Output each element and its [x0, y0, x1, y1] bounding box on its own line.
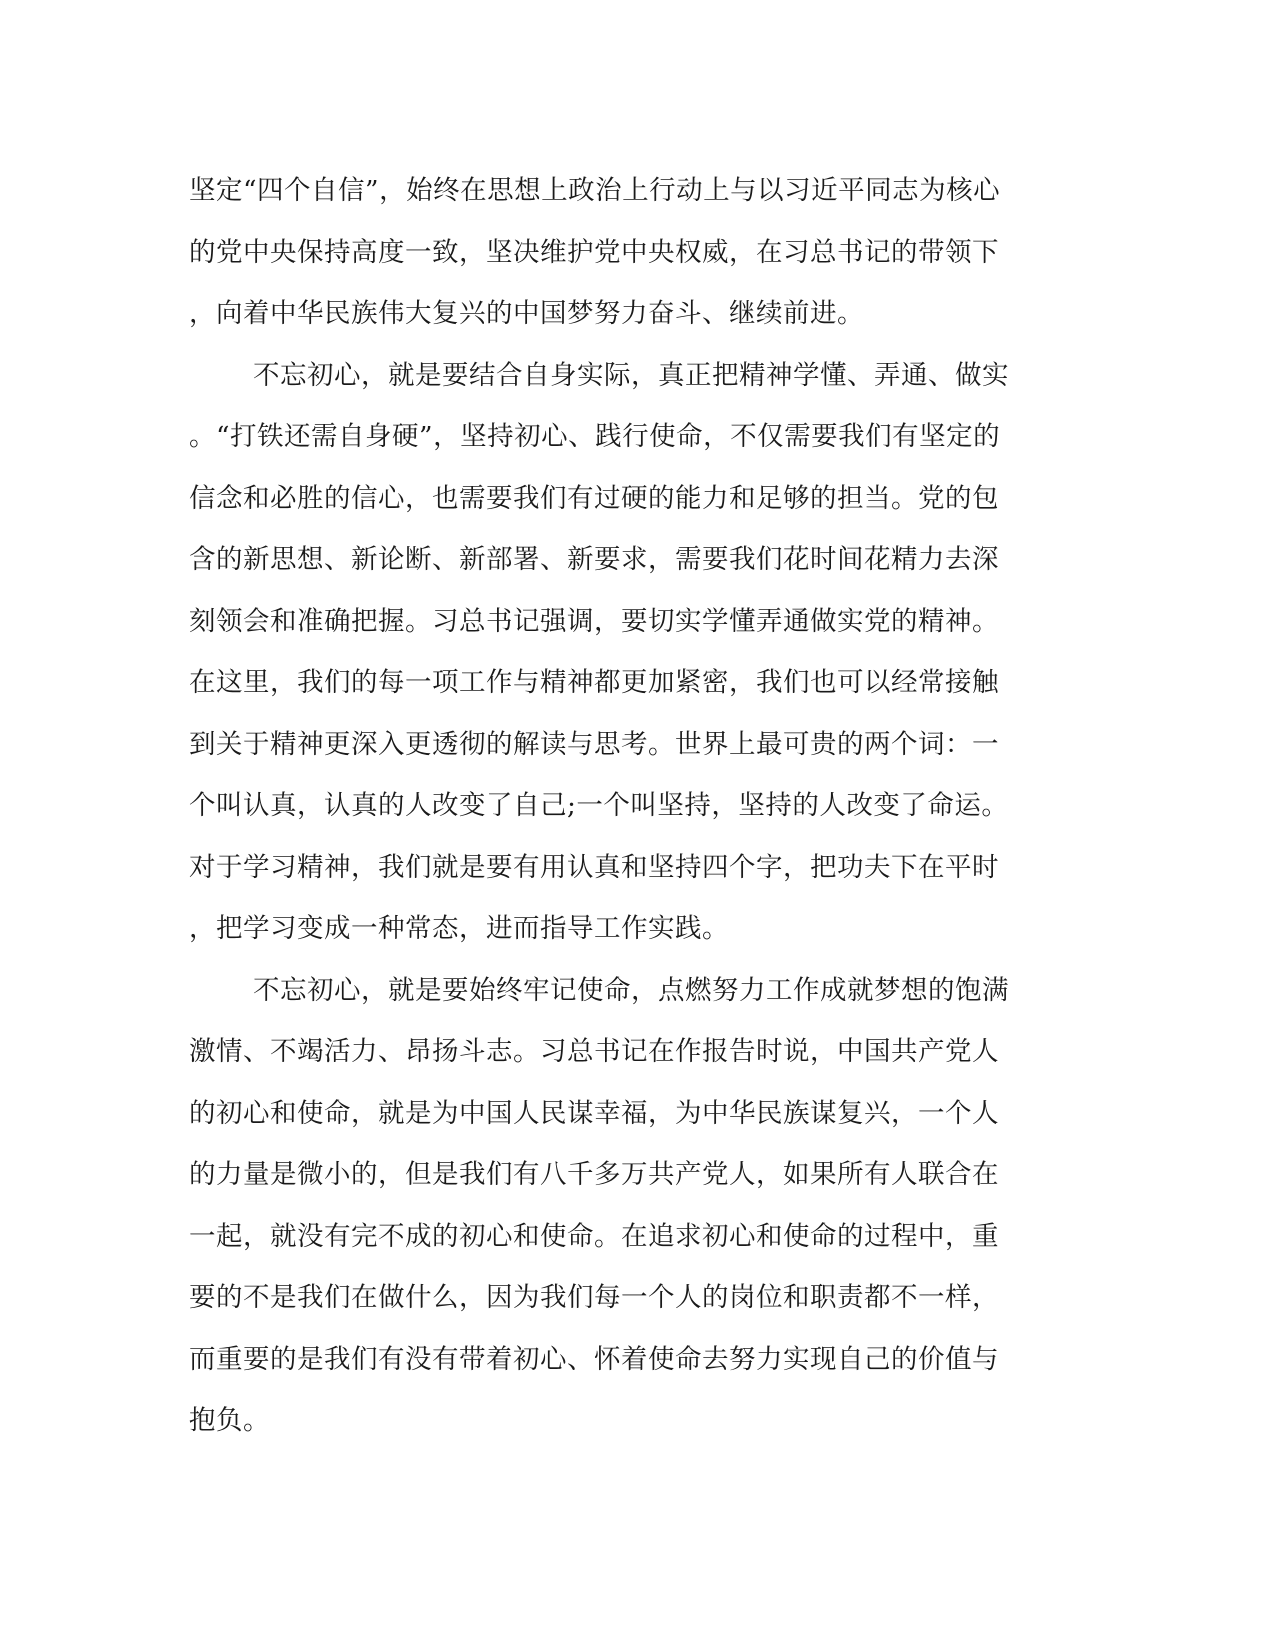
- paragraph-first-line: 不忘初心，就是要始终牢记使命，点燃努力工作成就梦想的饱满: [253, 974, 1009, 1006]
- text-line: 坚定“四个自信”，始终在思想上政治上行动上与以习近平同志为核心: [189, 175, 1001, 206]
- text-line: 一起，就没有完不成的初心和使命。在追求初心和使命的过程中，重: [189, 1220, 999, 1252]
- body-text: [189, 160, 1079, 1452]
- text-line: 的初心和使命，就是为中国人民谋幸福，为中华民族谋复兴，一个人: [189, 1097, 999, 1129]
- text-line: 的党中央保持高度一致，坚决维护党中央权威，在习总书记的带领下: [189, 236, 999, 268]
- text-line: 在这里，我们的每一项工作与精神都更加紧密，我们也可以经常接触: [189, 667, 999, 698]
- text-line: 到关于精神更深入更透彻的解读与思考。世界上最可贵的两个词：一: [189, 728, 999, 760]
- text-line: 的力量是微小的，但是我们有八千多万共产党人，如果所有人联合在: [189, 1159, 999, 1190]
- text-line: 含的新思想、新论断、新部署、新要求，需要我们花时间花精力去深: [189, 544, 999, 575]
- paragraph-first-line: 不忘初心，就是要结合自身实际，真正把精神学懂、弄通、做实: [253, 359, 1009, 391]
- text-line: 抱负。: [189, 1405, 270, 1436]
- text-line: 信念和必胜的信心，也需要我们有过硬的能力和足够的担当。党的包: [189, 482, 999, 514]
- text-line: 激情、不竭活力、昂扬斗志。习总书记在作报告时说，中国共产党人: [189, 1036, 999, 1067]
- text-line: 个叫认真，认真的人改变了自己;一个叫坚持，坚持的人改变了命运。: [189, 790, 1009, 821]
- text-line: 要的不是我们在做什么，因为我们每一个人的岗位和职责都不一样，: [189, 1282, 999, 1313]
- text-line: 而重要的是我们有没有带着初心、怀着使命去努力实现自己的价值与: [189, 1343, 999, 1375]
- text-line: ，把学习变成一种常态，进而指导工作实践。: [189, 913, 729, 944]
- text-line: 。“打铁还需自身硬”，坚持初心、践行使命，不仅需要我们有坚定的: [189, 421, 1001, 452]
- text-line: 对于学习精神，我们就是要有用认真和坚持四个字，把功夫下在平时: [189, 851, 999, 883]
- text-line: 刻领会和准确把握。习总书记强调，要切实学懂弄通做实党的精神。: [189, 605, 999, 637]
- text-line: ，向着中华民族伟大复兴的中国梦努力奋斗、继续前进。: [189, 298, 864, 329]
